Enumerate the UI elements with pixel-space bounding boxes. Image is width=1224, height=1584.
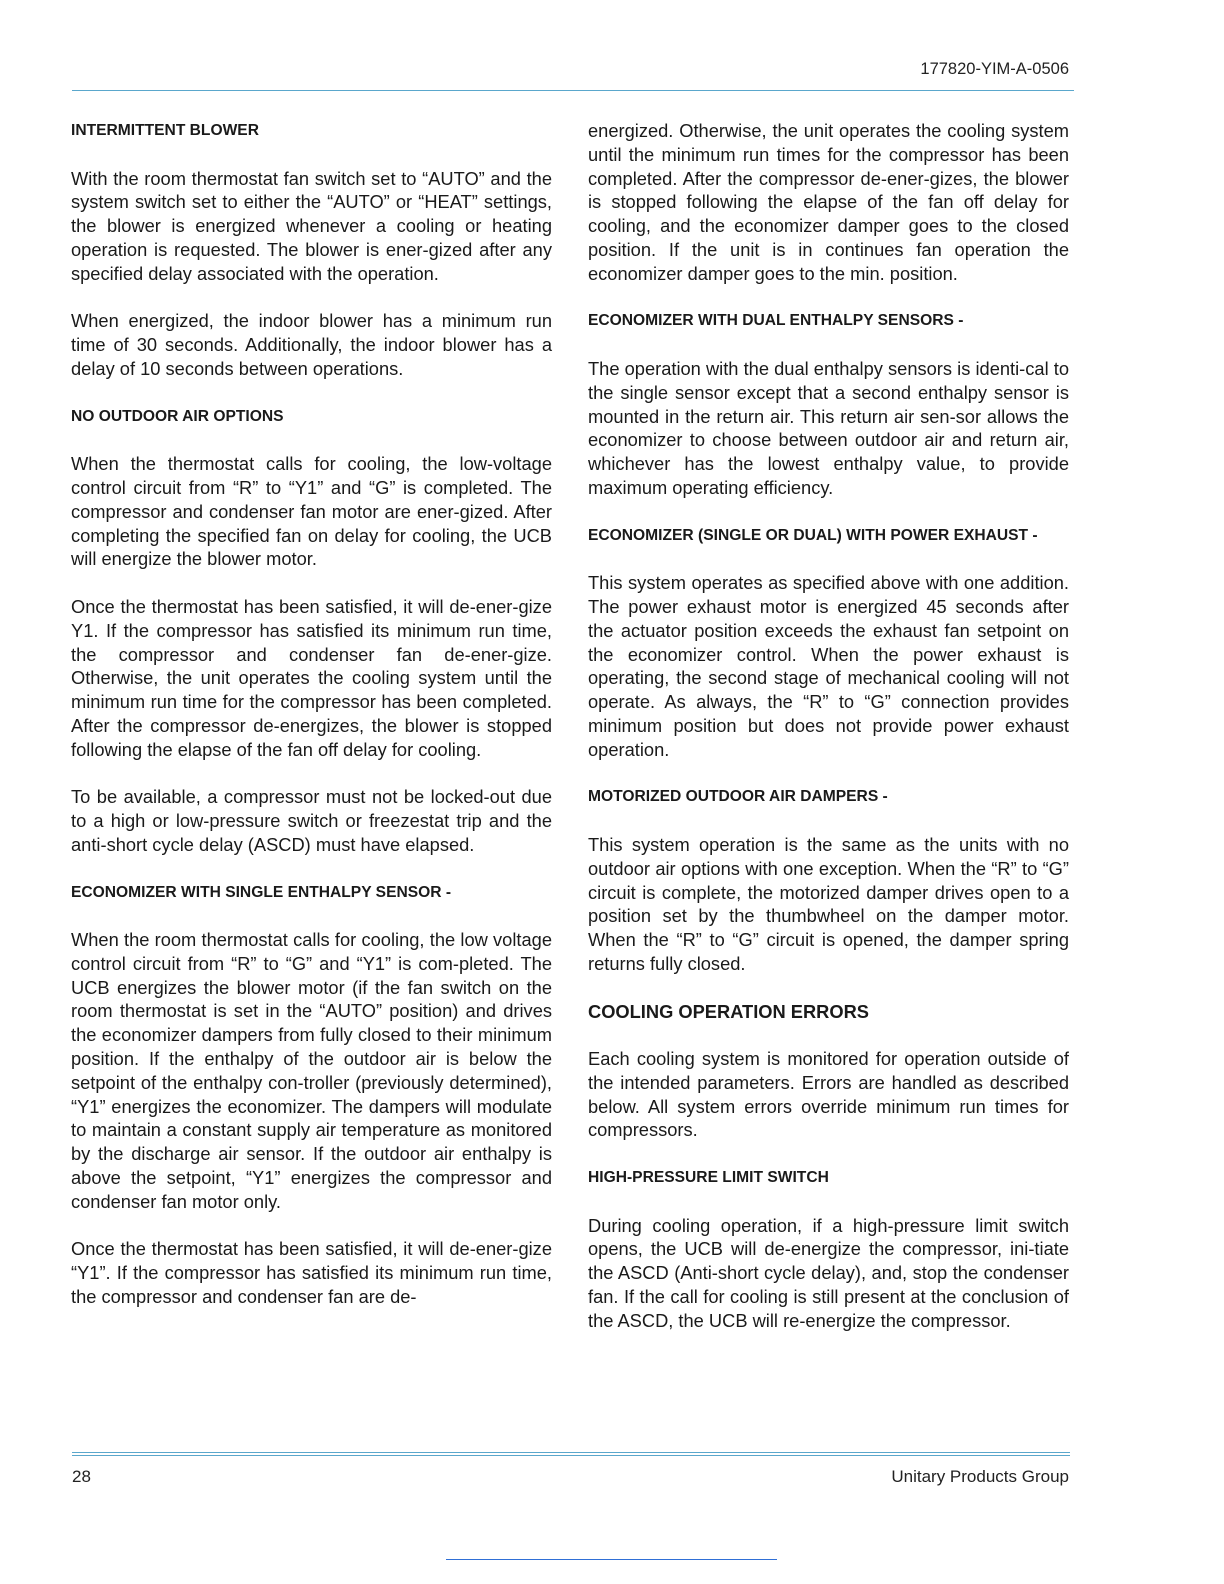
para-motorized-dampers-1: This system operation is the same as the units with no outdoor air options with one exception. When the “R” to “G” circuit is complete, the motorized damper drives open to a position set by the thumbwheel on the damper motor. When the “R” to “G” circuit is opened, the damper spring returns fully closed. bbox=[588, 833, 1069, 974]
footer-rule bbox=[72, 1452, 1070, 1456]
para-cooling-errors-1: Each cooling system is monitored for operation outside of the intended parameters. Errors are handled as described below. All system errors override minimum run times for compressors. bbox=[588, 1048, 1069, 1141]
para-intermittent-blower-1: With the room thermostat fan switch set to “AUTO” and the system switch set to either the “AUTO” or “HEAT” settings, the blower is energized whenever a cooling or heating operation is requested. The blower is ener-gized after any specified delay associated with the operation. bbox=[71, 167, 552, 284]
para-economizer-single-3: energized. Otherwise, the unit operates the cooling system until the minimum run times for the compressor has been completed. After the compressor de-ener-gizes, the blower is stopped following the elapse of the fan off delay for cooling, and the economizer damper goes to the closed position. If the unit is in continues fan operation the economizer damper goes to the min. position. bbox=[588, 120, 1069, 284]
heading-high-pressure-limit: HIGH-PRESSURE LIMIT SWITCH bbox=[588, 1169, 829, 1187]
heading-intermittent-blower: INTERMITTENT BLOWER bbox=[71, 122, 259, 139]
para-high-pressure-1: During cooling operation, if a high-pressure limit switch opens, the UCB will de-energize the compressor, ini-tiate the ASCD (Anti-short cycle delay), and, stop the condenser fan. If the call for cooling is still present at the conclusion of the ASCD, the UCB will re-energize the compressor. bbox=[588, 1214, 1069, 1331]
footer-company-name: Unitary Products Group bbox=[891, 1467, 1069, 1486]
para-intermittent-blower-2: When energized, the indoor blower has a minimum run time of 30 seconds. Additionally, the indoor blower has a delay of 10 seconds between operations. bbox=[71, 310, 552, 379]
right-column bbox=[588, 119, 1069, 1356]
heading-economizer-dual-enthalpy: ECONOMIZER WITH DUAL ENTHALPY SENSORS - bbox=[588, 312, 964, 330]
para-economizer-single-2: Once the thermostat has been satisfied, it will de-ener-gize “Y1”. If the compressor has satisfied its minimum run time, the compressor and condenser fan are de- bbox=[71, 1238, 552, 1308]
heading-motorized-dampers: MOTORIZED OUTDOOR AIR DAMPERS - bbox=[588, 788, 888, 806]
para-power-exhaust-1: This system operates as specified above with one addition. The power exhaust motor is energized 45 seconds after the actuator position exceeds the exhaust fan setpoint on the economizer control. When the power exhaust is operating, the second stage of mechanical cooling will not operate. As always, the “R” to “G” connection provides minimum position but does not provide power exhaust operation. bbox=[588, 572, 1069, 760]
para-no-outdoor-air-1: When the thermostat calls for cooling, the low-voltage control circuit from “R” to “Y1” and “G” is completed. The compressor and condenser fan motor are ener-gized. After completing the specified fan on delay for cooling, the UCB will energize the blower motor. bbox=[71, 453, 552, 570]
heading-cooling-operation-errors: COOLING OPERATION ERRORS bbox=[588, 1001, 870, 1023]
para-economizer-single-1: When the room thermostat calls for cooling, the low voltage control circuit from “R” to “G” and “Y1” is com-pleted. The UCB energizes the blower motor (if the fan switch on the room thermostat is set in the “AUTO” position) and drives the economizer dampers from fully closed to their minimum position. If the enthalpy of the outdoor air is below the setpoint of the enthalpy con-troller (previously determined), “Y1” energizes the economizer. The dampers will modulate to maintain a constant supply air temperature as monitored by the discharge air sensor. If the outdoor air enthalpy is above the setpoint, “Y1” energizes the compressor and condenser fan motor only. bbox=[71, 929, 552, 1212]
heading-economizer-single-enthalpy: ECONOMIZER WITH SINGLE ENTHALPY SENSOR - bbox=[71, 883, 452, 901]
page-number: 28 bbox=[72, 1467, 91, 1486]
bottom-link-underline bbox=[446, 1559, 777, 1560]
heading-economizer-power-exhaust: ECONOMIZER (SINGLE OR DUAL) WITH POWER EXHAUST - bbox=[588, 526, 1038, 544]
header-rule bbox=[72, 90, 1074, 91]
left-column bbox=[71, 119, 552, 1333]
para-no-outdoor-air-3: To be available, a compressor must not be locked-out due to a high or low-pressure switch or freezestat trip and the anti-short cycle delay (ASCD) must have elapsed. bbox=[71, 786, 552, 855]
heading-no-outdoor-air-options: NO OUTDOOR AIR OPTIONS bbox=[71, 407, 284, 425]
para-economizer-dual-1: The operation with the dual enthalpy sensors is identi-cal to the single sensor except that a second enthalpy sensor is mounted in the return air. This return air sen-sor allows the economizer to choose between outdoor air and return air, whichever has the lowest enthalpy value, to provide maximum operating efficiency. bbox=[588, 357, 1069, 498]
document-id: 177820-YIM-A-0506 bbox=[920, 60, 1069, 78]
para-no-outdoor-air-2: Once the thermostat has been satisfied, it will de-ener-gize Y1. If the compressor has satisfied its minimum run time, the compressor and condenser fan de-ener-gize. Otherwise, the unit operates the cooling system until the minimum run time for the compressor has been completed. After the compressor de-energizes, the blower is stopped following the elapse of the fan off delay for cooling. bbox=[71, 595, 552, 760]
